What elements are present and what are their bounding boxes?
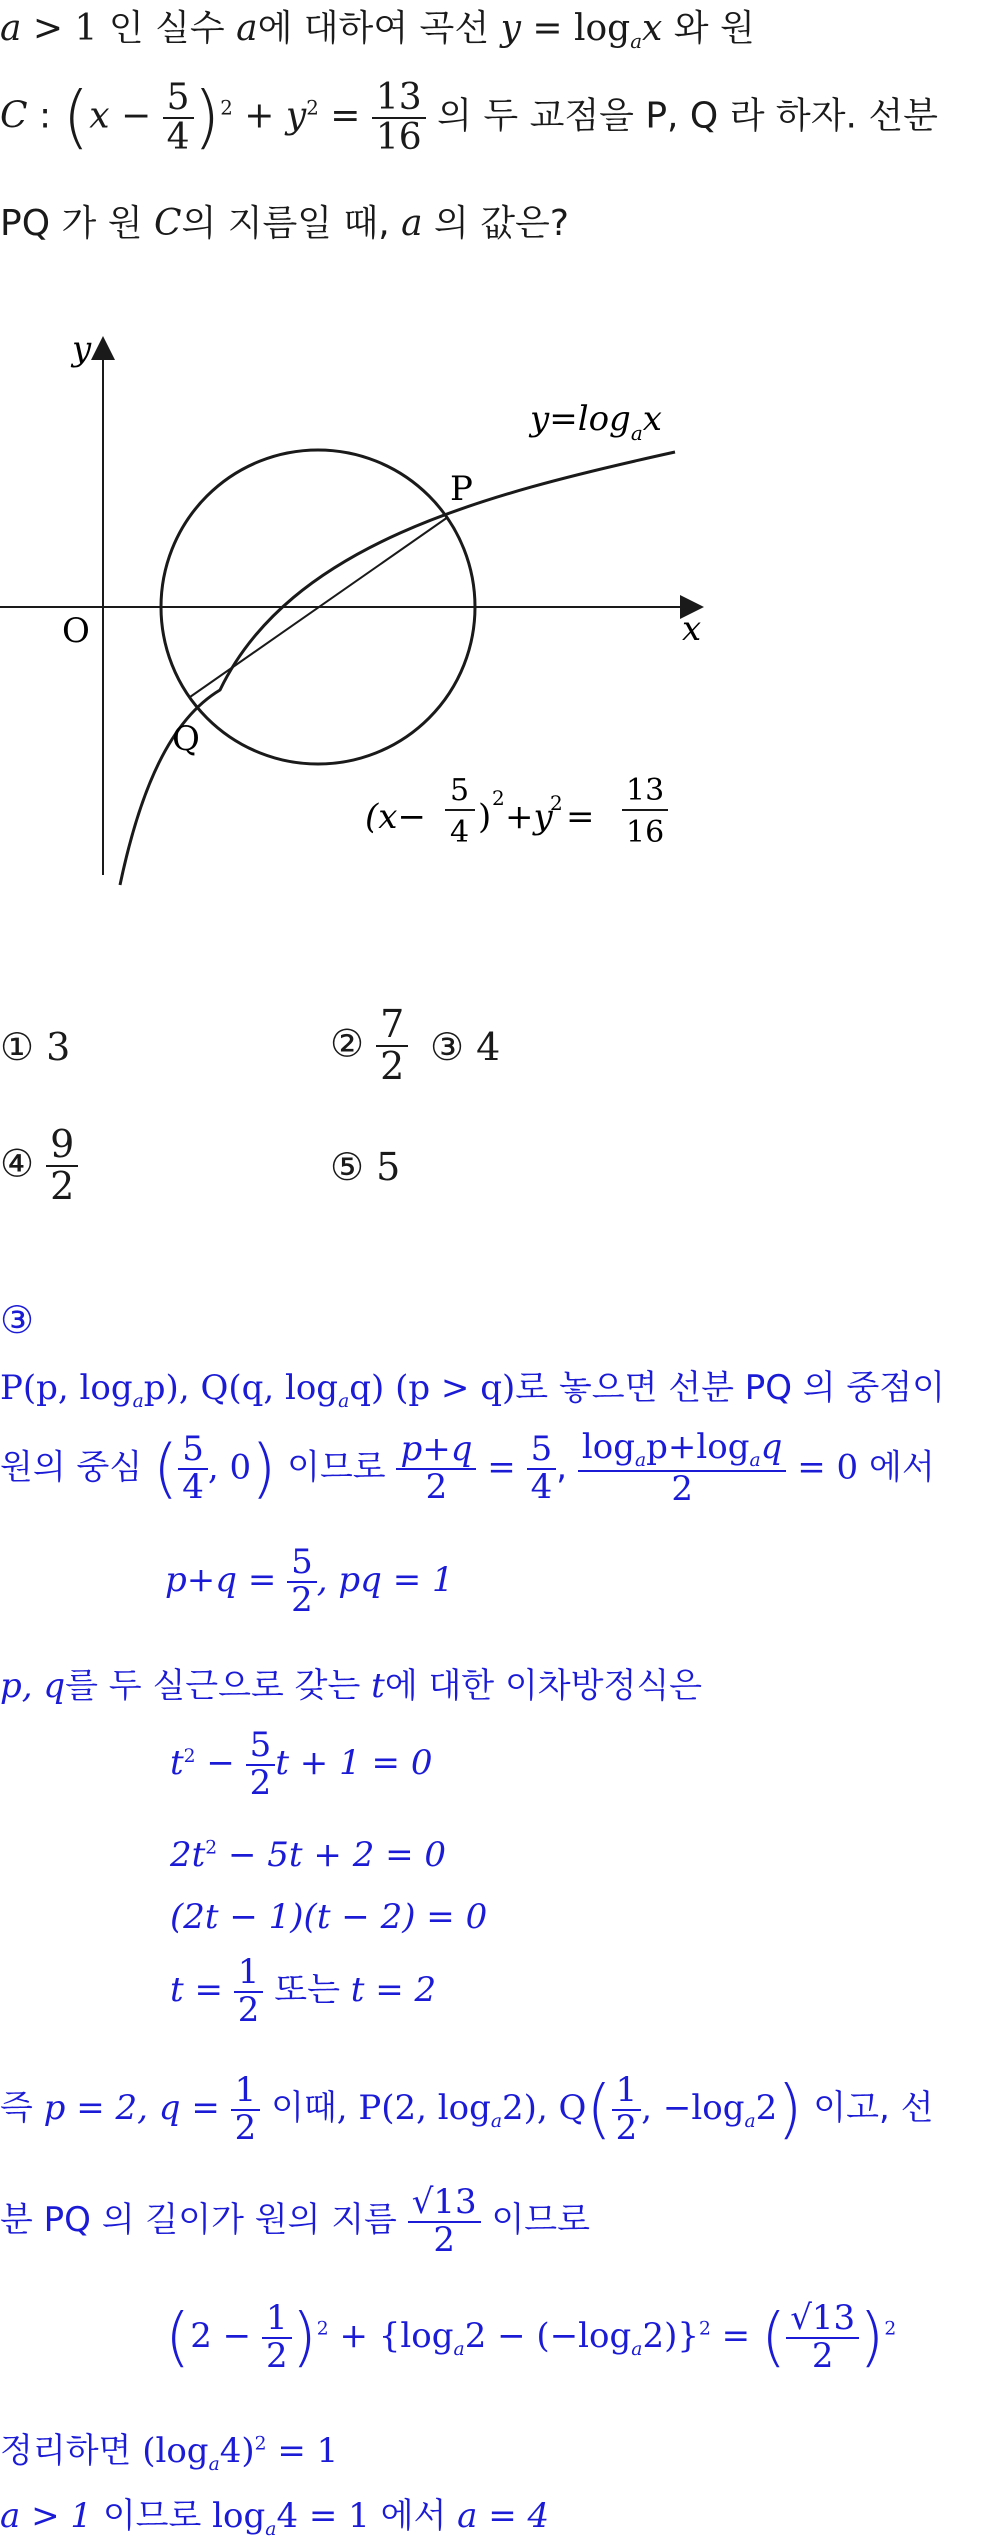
log-base: a bbox=[265, 2518, 277, 2540]
fraction-7-2 bbox=[376, 1002, 408, 1088]
log: p+log bbox=[646, 1427, 750, 1467]
paren: ( bbox=[760, 2300, 787, 2375]
math: 2 − (−log bbox=[464, 2316, 632, 2356]
fraction bbox=[287, 1542, 317, 1620]
equals: = bbox=[476, 1447, 527, 1488]
fraction bbox=[178, 1429, 208, 1508]
circle-eq-den: 4 bbox=[450, 815, 470, 850]
log: log bbox=[581, 1427, 635, 1467]
circle-eq-num: 5 bbox=[450, 773, 470, 808]
numerator: √13 bbox=[790, 2297, 856, 2338]
choice-marker: ⑤ bbox=[330, 1145, 365, 1189]
fraction bbox=[234, 1952, 264, 2030]
y-axis-label: y bbox=[72, 330, 92, 369]
exponent: 2 bbox=[220, 96, 233, 120]
fraction bbox=[246, 1725, 276, 1803]
point-Q-label: Q bbox=[172, 719, 200, 759]
circle-eq-part: = bbox=[566, 797, 595, 837]
math: 2), Q bbox=[502, 2088, 587, 2128]
choice-4[interactable] bbox=[0, 1122, 78, 1208]
choice-3[interactable] bbox=[430, 1025, 500, 1069]
paren: ( bbox=[153, 1431, 179, 1507]
choice-marker: ③ bbox=[430, 1025, 465, 1069]
var-t: t bbox=[170, 1743, 184, 1784]
numerator: 13 bbox=[375, 76, 422, 118]
numerator bbox=[578, 1427, 787, 1471]
denominator: 2 bbox=[246, 1764, 276, 1802]
numerator: 5 bbox=[249, 1725, 272, 1765]
paren: ( bbox=[586, 2072, 612, 2147]
text: 에 대하여 곡선 bbox=[257, 8, 501, 49]
math: t + 1 = 0 bbox=[275, 1743, 433, 1784]
numerator: 9 bbox=[50, 1122, 75, 1166]
text: 에 대한 이차방정식은 bbox=[384, 1666, 703, 1706]
fraction-13-16 bbox=[372, 76, 426, 158]
math: , −log bbox=[641, 2088, 745, 2128]
exponent: 2 bbox=[254, 2433, 267, 2455]
exponent: 2 bbox=[884, 2318, 897, 2340]
numerator: 1 bbox=[615, 2069, 638, 2110]
text: 이므로 bbox=[276, 1447, 386, 1488]
circle-eq-part: (x− bbox=[365, 797, 426, 837]
circle-eq-exp: 2 bbox=[492, 786, 505, 810]
math: (log bbox=[142, 2431, 209, 2471]
text: 의 지름일 때, bbox=[181, 203, 402, 244]
equation-3 bbox=[170, 1897, 487, 1937]
log-base: a bbox=[744, 2110, 756, 2132]
denominator: 2 bbox=[578, 1470, 787, 1508]
choice-1[interactable] bbox=[0, 1025, 70, 1069]
var-x: x bbox=[89, 95, 110, 137]
math: a > 1 bbox=[0, 2496, 93, 2536]
text: 를 두 실근으로 갖는 bbox=[65, 1666, 372, 1706]
denominator: 2 bbox=[234, 1991, 264, 2029]
equals: = bbox=[710, 2316, 761, 2356]
math: 4 = 1 bbox=[276, 2496, 370, 2536]
exponent: 2 bbox=[205, 1837, 218, 1859]
log-base: a bbox=[338, 1390, 350, 1412]
denominator: 4 bbox=[178, 1468, 208, 1506]
denominator: 4 bbox=[527, 1468, 557, 1506]
math: 이때, P(2, log bbox=[260, 2088, 491, 2128]
answer-mark: ③ bbox=[0, 1298, 35, 1342]
equation-5 bbox=[165, 2297, 897, 2376]
denominator: 2 bbox=[612, 2109, 642, 2147]
fraction bbox=[786, 2297, 859, 2376]
circle-eq-part: ) bbox=[478, 797, 492, 837]
math: 2 bbox=[755, 2088, 778, 2128]
colon: : bbox=[27, 95, 63, 137]
fraction bbox=[408, 2182, 481, 2260]
text: PQ 가 원 bbox=[0, 203, 154, 244]
numerator: 1 bbox=[234, 2069, 257, 2110]
math: t = 2 bbox=[350, 1970, 437, 2011]
math: p, q bbox=[0, 1666, 66, 1706]
var-a: a bbox=[401, 203, 423, 244]
fraction bbox=[396, 1429, 476, 1508]
choice-value: 3 bbox=[46, 1025, 71, 1069]
math: p+q = bbox=[165, 1560, 288, 1601]
fraction bbox=[262, 2297, 292, 2376]
text: 또는 bbox=[263, 1970, 351, 2011]
var-a: a bbox=[0, 8, 22, 49]
denominator: 2 bbox=[408, 2221, 481, 2259]
numerator: 5 bbox=[291, 1542, 313, 1582]
curve-label bbox=[528, 399, 662, 445]
paren: ( bbox=[62, 78, 90, 157]
math: 2t bbox=[170, 1835, 206, 1875]
denominator: 2 bbox=[396, 1468, 476, 1506]
exponent: 2 bbox=[316, 2318, 329, 2340]
equation-2 bbox=[170, 1835, 446, 1875]
var-x: x bbox=[642, 8, 663, 49]
point-P-label: P bbox=[450, 469, 473, 509]
math: p = 2, q = bbox=[43, 2088, 231, 2128]
math: − 5t + 2 = 0 bbox=[217, 1835, 447, 1875]
curve-label-text: y=log bbox=[530, 399, 631, 439]
solution-line-7 bbox=[0, 2423, 338, 2475]
paren: ) bbox=[859, 2300, 885, 2375]
log-base: a bbox=[634, 1449, 647, 1471]
text: 이므로 bbox=[92, 2496, 213, 2536]
solution-line-6 bbox=[0, 2182, 590, 2260]
var-a: a bbox=[236, 8, 258, 49]
paren: ) bbox=[251, 1431, 277, 1507]
text: 의 두 교점을 P, Q 라 하자. 선분 bbox=[425, 95, 938, 137]
fraction bbox=[578, 1427, 787, 1510]
var-t: t bbox=[371, 1666, 385, 1706]
text: 분 PQ 의 길이가 원의 지름 bbox=[0, 2200, 408, 2241]
text: 와 원 bbox=[673, 8, 755, 49]
math: t = bbox=[170, 1970, 234, 2011]
text: 에서 bbox=[858, 1447, 935, 1488]
var-q: q bbox=[760, 1427, 783, 1467]
equation-1 bbox=[170, 1725, 433, 1803]
math: , pq = 1 bbox=[316, 1560, 454, 1601]
circle-equation-label bbox=[365, 773, 668, 850]
numerator: 5 bbox=[166, 76, 190, 118]
denominator: 2 bbox=[262, 2337, 292, 2375]
log-base: a bbox=[490, 2110, 503, 2132]
solution-line-5 bbox=[0, 2069, 934, 2148]
solution-line-8 bbox=[0, 2488, 549, 2540]
log: log bbox=[212, 2496, 266, 2536]
choice-marker: ④ bbox=[0, 1141, 35, 1186]
choice-5[interactable] bbox=[330, 1145, 400, 1189]
math: 2)} bbox=[642, 2316, 699, 2356]
math: = 1 bbox=[266, 2431, 339, 2471]
text: 즉 bbox=[0, 2088, 44, 2128]
graph-figure bbox=[0, 330, 720, 900]
fraction-9-2 bbox=[46, 1122, 78, 1208]
curve-label-x: x bbox=[642, 399, 662, 439]
fraction bbox=[612, 2069, 642, 2148]
minus: − bbox=[109, 95, 163, 137]
fraction bbox=[231, 2069, 261, 2148]
log-base: a bbox=[630, 30, 642, 54]
math: 2 − bbox=[190, 2316, 262, 2356]
math: 4) bbox=[219, 2431, 255, 2471]
var-y: y bbox=[500, 8, 521, 49]
math: = 0 bbox=[786, 1447, 859, 1488]
denominator: 2 bbox=[287, 1581, 317, 1619]
solution-line-3 bbox=[165, 1542, 454, 1620]
text: 인 실수 bbox=[108, 8, 237, 49]
math: , 0 bbox=[207, 1447, 252, 1488]
plus: + bbox=[232, 95, 286, 137]
denominator: 2 bbox=[46, 1165, 78, 1207]
text: 원의 중심 bbox=[0, 1447, 153, 1488]
text: 에서 bbox=[369, 2496, 458, 2536]
comma: , bbox=[556, 1447, 568, 1488]
curve-label-base: a bbox=[630, 421, 643, 445]
choice-2[interactable] bbox=[330, 1002, 408, 1088]
choice-marker: ① bbox=[0, 1025, 35, 1069]
math: a = 4 bbox=[457, 2496, 550, 2536]
paren: ) bbox=[777, 2072, 803, 2147]
denominator: 4 bbox=[163, 117, 194, 157]
text: 정리하면 bbox=[0, 2431, 143, 2471]
choice-marker: ② bbox=[330, 1021, 365, 1066]
choice-value: 5 bbox=[376, 1145, 401, 1189]
denominator: 2 bbox=[376, 1045, 408, 1087]
circle-eq-part: +y bbox=[505, 797, 553, 837]
var-C: C bbox=[0, 95, 28, 137]
log-base: a bbox=[749, 1449, 761, 1471]
exponent: 2 bbox=[698, 2318, 711, 2340]
math: + {log bbox=[328, 2316, 454, 2356]
circle-eq-num: 13 bbox=[626, 773, 665, 808]
minus: − bbox=[195, 1743, 246, 1784]
problem-line-3 bbox=[0, 195, 569, 246]
solution-line-2 bbox=[0, 1427, 935, 1510]
equation-4 bbox=[170, 1952, 437, 2030]
numerator: 1 bbox=[265, 2297, 288, 2338]
log: = log bbox=[520, 8, 631, 49]
log-base: a bbox=[132, 1390, 144, 1412]
text: 의 값은? bbox=[422, 203, 569, 244]
log-base: a bbox=[631, 2338, 643, 2360]
numerator: 1 bbox=[237, 1952, 260, 1992]
problem-line-2 bbox=[0, 78, 938, 157]
math: q) (p > q) bbox=[349, 1368, 516, 1408]
x-axis-label: x bbox=[682, 609, 702, 649]
paren: ) bbox=[291, 2300, 317, 2375]
text: 로 놓으면 선분 PQ 의 중점이 bbox=[515, 1368, 945, 1408]
exponent: 2 bbox=[306, 96, 319, 120]
log-base: a bbox=[208, 2453, 220, 2475]
denominator: 2 bbox=[231, 2109, 261, 2147]
numerator: 5 bbox=[530, 1429, 553, 1470]
paren: ( bbox=[165, 2300, 191, 2375]
fraction bbox=[527, 1429, 557, 1508]
problem-line-1 bbox=[0, 0, 755, 53]
solution-line-1 bbox=[0, 1360, 945, 1412]
circle-eq-den: 16 bbox=[626, 815, 665, 850]
denominator: 2 bbox=[786, 2337, 859, 2375]
numerator: p+q bbox=[400, 1429, 473, 1470]
text: 이고, 선 bbox=[802, 2088, 934, 2128]
gt-one: > 1 bbox=[21, 8, 109, 49]
paren: ) bbox=[193, 78, 221, 157]
circle-eq-exp: 2 bbox=[550, 791, 563, 815]
log-base: a bbox=[453, 2338, 465, 2360]
origin-label: O bbox=[62, 611, 90, 651]
fraction-5-4 bbox=[163, 76, 194, 158]
numerator: √13 bbox=[411, 2182, 477, 2222]
exponent: 2 bbox=[183, 1745, 196, 1767]
choice-value: 4 bbox=[476, 1025, 501, 1069]
numerator: 5 bbox=[182, 1429, 204, 1470]
math: p), Q(q, log bbox=[143, 1368, 339, 1408]
equals: = bbox=[318, 95, 372, 137]
denominator: 16 bbox=[372, 117, 426, 157]
solution-line-4 bbox=[0, 1658, 702, 1707]
numerator: 7 bbox=[380, 1002, 405, 1046]
text: 이므로 bbox=[480, 2200, 590, 2241]
math: (2t − 1)(t − 2) = 0 bbox=[170, 1897, 488, 1937]
var-y: y bbox=[285, 95, 307, 137]
var-C: C bbox=[153, 203, 182, 244]
math: P(p, log bbox=[0, 1368, 133, 1408]
